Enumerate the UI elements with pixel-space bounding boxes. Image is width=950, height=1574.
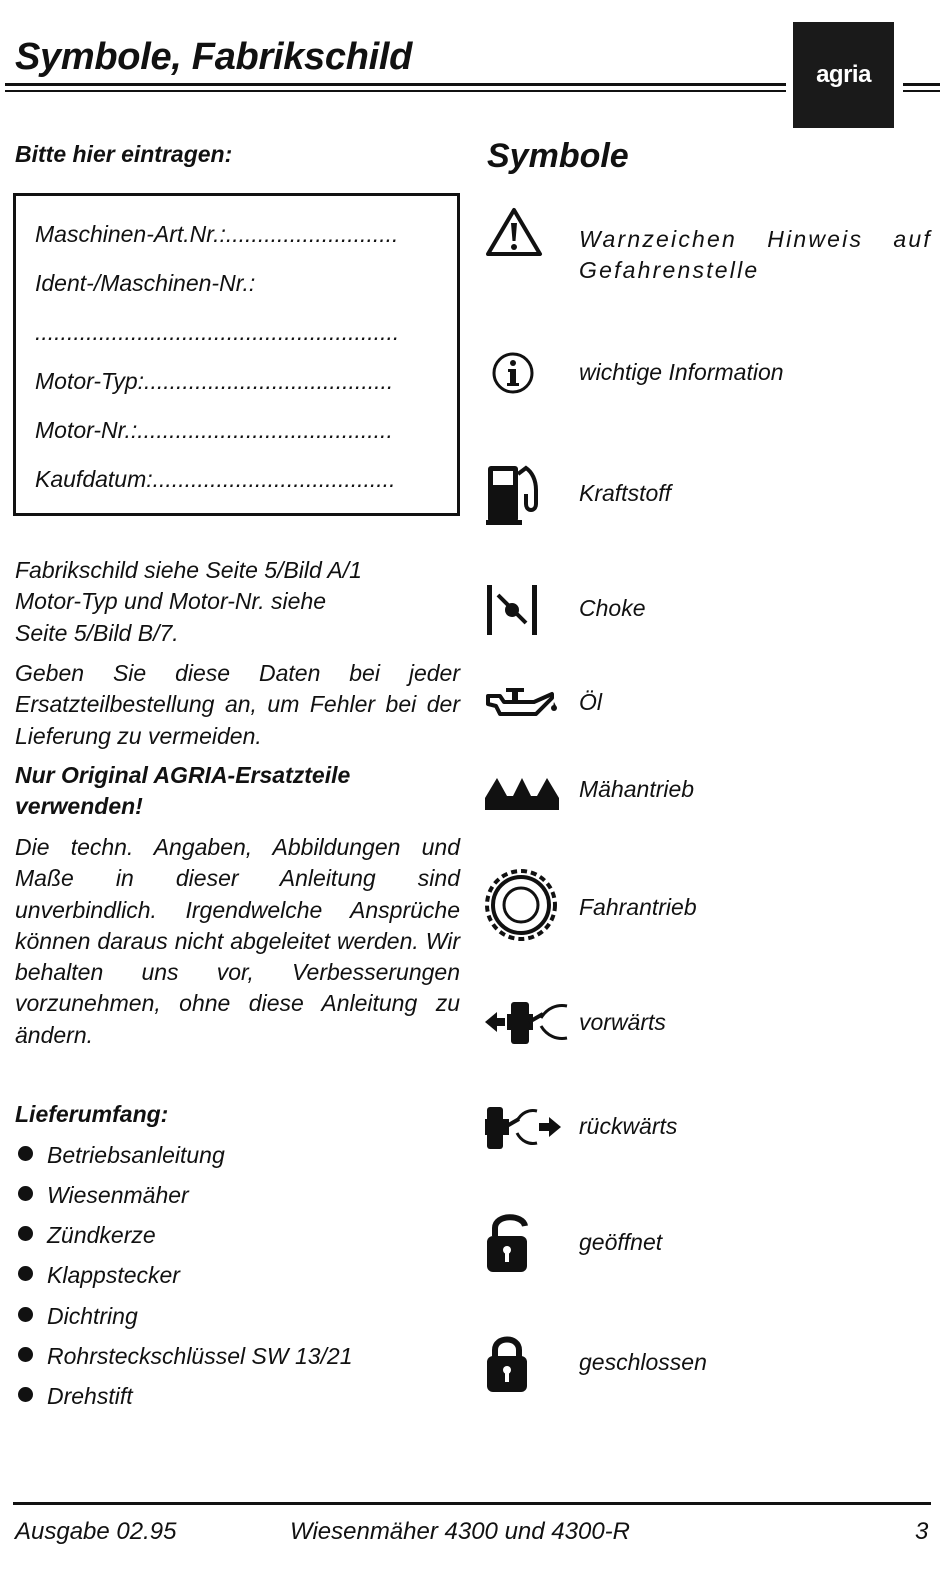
warning-triangle-icon — [485, 206, 543, 258]
order-note: Geben Sie diese Daten bei jeder Ersatzteilbestellung an, um Fehler bei der Lieferung zu vermeiden. — [15, 660, 460, 749]
list-item: Klappstecker — [15, 1262, 180, 1289]
page-title: Symbole, Fabrikschild — [15, 36, 413, 78]
enter-heading: Bitte hier eintragen: — [15, 141, 233, 167]
footer-rule — [13, 1502, 931, 1505]
plate-ref-line: Motor-Typ und Motor-Nr. siehe — [15, 588, 327, 615]
list-item: Betriebsanleitung — [15, 1142, 225, 1169]
plate-ref-line: Seite 5/Bild B/7. — [15, 619, 179, 646]
bullet-icon — [18, 1307, 33, 1322]
plate-ref-line: Fabrikschild siehe Seite 5/Bild A/1 — [15, 557, 362, 583]
footer-product: Wiesenmäher 4300 und 4300-R — [290, 1518, 630, 1545]
bullet-icon — [18, 1266, 33, 1281]
fuel-pump-icon — [486, 460, 542, 526]
disclaimer: Die techn. Angaben, Abbildungen und Maße in dieser Anleitung sind unverbindlich. Irgendwelche Ansprüche können daraus nicht abgeleitet werden. Wir behalten uns vor, Verbesserungen vorzunehmen, ohne diese Anleitung zu ändern. — [15, 834, 460, 1048]
header-rule-lower — [5, 90, 786, 92]
oil-can-icon — [486, 686, 560, 722]
choke-icon — [486, 583, 538, 637]
header-rule-right — [903, 83, 940, 86]
bullet-icon — [18, 1387, 33, 1402]
agria-logo — [793, 22, 894, 128]
logo-text: agria — [816, 61, 871, 88]
list-item: Dichtring — [15, 1303, 138, 1330]
symbol-label-choke: Choke — [579, 595, 646, 621]
wheel-drive-icon — [484, 868, 558, 942]
symbol-label-lock-open: geöffnet — [579, 1229, 663, 1255]
symbol-label-mower: Mähantrieb — [579, 776, 695, 802]
symbol-label-warning: Warnzeichen Hinweis auf Gefahrenstelle — [579, 226, 932, 283]
field-ident-number: Ident-/Maschinen-Nr.: — [35, 270, 256, 296]
original-parts-note: Nur Original AGRIA-Ersatzteile verwenden! — [15, 762, 351, 820]
symbol-label-forward: vorwärts — [579, 1009, 666, 1035]
lock-closed-icon — [485, 1332, 531, 1394]
reverse-icon — [485, 1105, 563, 1151]
symbol-label-reverse: rückwärts — [579, 1113, 678, 1139]
bullet-icon — [18, 1347, 33, 1362]
bullet-icon — [18, 1226, 33, 1241]
page-number: 3 — [915, 1518, 929, 1545]
symbol-label-oil: Öl — [579, 689, 602, 715]
symbols-title: Symbole — [487, 137, 629, 175]
list-item: Drehstift — [15, 1383, 133, 1410]
footer-edition: Ausgabe 02.95 — [15, 1518, 177, 1545]
symbol-label-info: wichtige Information — [579, 359, 784, 385]
lock-open-icon — [485, 1210, 535, 1274]
mower-blade-icon — [485, 776, 559, 810]
entry-box — [13, 193, 460, 516]
symbol-label-lock-closed: geschlossen — [579, 1349, 707, 1375]
symbol-label-wheel: Fahrantrieb — [579, 894, 697, 920]
field-purchase-date: Kaufdatum:...................................... — [35, 466, 396, 492]
symbol-label-fuel: Kraftstoff — [579, 480, 672, 506]
field-engine-type: Motor-Typ:....................................... — [35, 368, 394, 394]
list-item: Rohrsteckschlüssel SW 13/21 — [15, 1343, 353, 1370]
info-icon — [490, 350, 536, 396]
list-item: Zündkerze — [15, 1222, 156, 1249]
field-dotted-line: ......................................................... — [35, 319, 400, 345]
field-machine-article: Maschinen-Art.Nr.:........................... — [35, 221, 399, 247]
bullet-icon — [18, 1146, 33, 1161]
bullet-icon — [18, 1186, 33, 1201]
field-engine-number: Motor-Nr.:........................................ — [35, 417, 393, 443]
forward-icon — [485, 998, 569, 1048]
list-item: Wiesenmäher — [15, 1182, 189, 1209]
delivery-heading: Lieferumfang: — [15, 1101, 169, 1127]
plate-reference — [15, 555, 460, 649]
header-rule — [5, 83, 786, 86]
header-rule-right-lower — [903, 90, 940, 92]
